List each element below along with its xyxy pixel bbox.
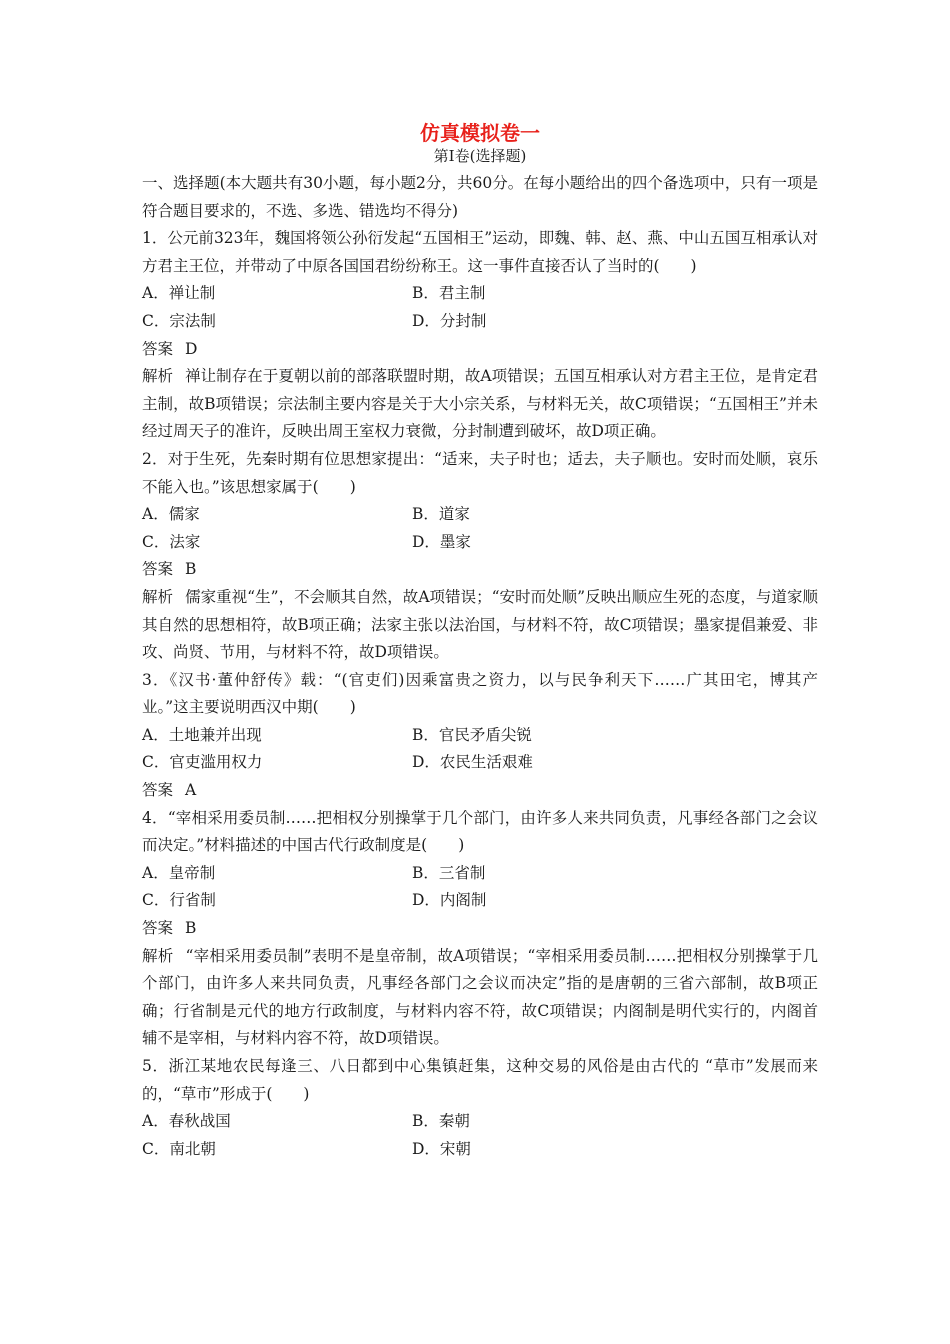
question-stem: 4．“宰相采用委员制……把相权分别操掌于几个部门，由许多人来共同负责，凡事经各部门之会议而决定。”材料描述的中国古代行政制度是( ) xyxy=(142,808,818,855)
analysis-paragraph xyxy=(142,943,818,1053)
option-b: B．君主制 xyxy=(412,284,486,303)
option-b: B．官民矛盾尖锐 xyxy=(412,725,532,744)
question-stem: 1．公元前323年，魏国将领公孙衍发起“五国相王”运动，即魏、韩、赵、燕、中山五国互相承认对方君主王位，并带动了中原各国国君纷纷称王。这一事件直接否认了当时的( ) xyxy=(142,229,818,275)
question-4 xyxy=(142,805,818,1053)
answer-value: A xyxy=(185,781,197,800)
answer-value: B xyxy=(185,919,197,938)
analysis-label: 解析 xyxy=(142,367,174,386)
analysis-text: 禅让制存在于夏朝以前的部落联盟时期，故A项错误；五国互相承认对方君主王位，是肯定君主制，故B项错误；宗法制主要内容是关于大小宗关系，与材料无关，故C项错误；“五国相王”并未经过周天子的准许，反映出周王室权力衰微，分封制遭到破坏，故D项正确。 xyxy=(142,367,818,441)
answer-line xyxy=(142,777,818,805)
options-grid xyxy=(142,722,818,777)
options-grid xyxy=(142,501,818,556)
options-grid xyxy=(142,1108,818,1163)
answer-label: 答案 xyxy=(142,560,174,579)
analysis-text: 儒家重视“生”，不会顺其自然，故A项错误；“安时而处顺”反映出顺应生死的态度，与道家顺其自然的思想相符，故B项正确；法家主张以法治国，与材料不符，故C项错误；墨家提倡兼爱、非攻、尚贤、节用，与材料不符，故D项错误。 xyxy=(142,587,818,662)
answer-label: 答案 xyxy=(142,919,174,938)
option-d: D．内阁制 xyxy=(412,891,487,910)
section-instructions: 一、选择题(本大题共有30小题，每小题2分，共60分。在每小题给出的四个备选项中，只有一项是符合题目要求的，不选、多选、错选均不得分) xyxy=(142,174,818,220)
option-d: D．墨家 xyxy=(412,532,471,551)
option-b: B．三省制 xyxy=(412,863,486,882)
exam-title: 仿真模拟卷一 xyxy=(420,121,540,145)
answer-line xyxy=(142,915,818,943)
answer-value: B xyxy=(185,560,197,579)
question-2 xyxy=(142,446,818,667)
option-a: A．春秋战国 xyxy=(142,1112,231,1131)
question-3 xyxy=(142,667,818,805)
answer-label: 答案 xyxy=(142,339,174,358)
option-c: C．行省制 xyxy=(142,891,216,910)
option-d: D．分封制 xyxy=(412,311,487,330)
analysis-label: 解析 xyxy=(142,946,174,965)
option-a: A．土地兼并出现 xyxy=(142,725,262,744)
answer-label: 答案 xyxy=(142,781,174,800)
analysis-paragraph xyxy=(142,363,818,446)
option-d: D．农民生活艰难 xyxy=(412,753,533,772)
section-subtitle: 第Ⅰ卷(选择题) xyxy=(433,147,527,165)
option-b: B．秦朝 xyxy=(412,1112,470,1131)
answer-line xyxy=(142,556,818,584)
analysis-label: 解析 xyxy=(142,587,174,606)
options-grid xyxy=(142,280,818,335)
option-c: C．法家 xyxy=(142,532,201,551)
option-a: A．禅让制 xyxy=(142,284,216,303)
option-c: C．南北朝 xyxy=(142,1139,216,1158)
question-1 xyxy=(142,225,818,446)
question-stem: 5．浙江某地农民每逢三、八日都到中心集镇赶集，这种交易的风俗是由古代的 “草市”发展而来的，“草市”形成于( ) xyxy=(142,1057,818,1103)
question-5 xyxy=(142,1053,818,1163)
answer-line xyxy=(142,336,818,364)
answer-value: D xyxy=(185,339,198,358)
option-a: A．儒家 xyxy=(142,505,200,524)
option-c: C．宗法制 xyxy=(142,311,216,330)
option-d: D．宋朝 xyxy=(412,1139,471,1158)
options-grid xyxy=(142,860,818,915)
analysis-paragraph xyxy=(142,584,818,667)
option-a: A．皇帝制 xyxy=(142,863,216,882)
question-stem: 2．对于生死，先秦时期有位思想家提出：“适来，夫子时也；适去，夫子顺也。安时而处顺，哀乐不能入也。”该思想家属于( ) xyxy=(142,449,818,496)
option-b: B．道家 xyxy=(412,505,470,524)
option-c: C．官吏滥用权力 xyxy=(142,753,263,772)
question-stem: 3．《汉书·董仲舒传》载：“(官吏们)因乘富贵之资力，以与民争利天下……广其田宅，博其产业。”这主要说明西汉中期( ) xyxy=(142,670,818,717)
analysis-text: “宰相采用委员制”表明不是皇帝制，故A项错误；“宰相采用委员制……把相权分别操掌于几个部门，由许多人来共同负责，凡事经各部门之会议而决定”指的是唐朝的三省六部制，故B项正确；行省制是元代的地方行政制度，与材料内容不符，故C项错误；内阁制是明代实行的，内阁首辅不是宰相，与材料内容不符，故D项错误。 xyxy=(142,946,818,1048)
